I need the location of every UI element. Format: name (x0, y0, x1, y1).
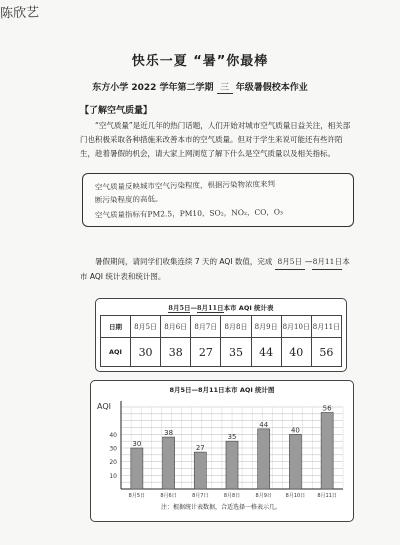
aqi-cell[interactable]: 35 (221, 338, 251, 367)
table-title-end: 8月11日 (196, 304, 224, 312)
aqi-cell[interactable]: 40 (281, 338, 311, 367)
x-tick-label: 8月8日 (223, 493, 241, 499)
subtitle-suffix: 年级暑假校本作业 (235, 83, 308, 93)
bar-value-label: 56 (322, 404, 332, 413)
grade-field[interactable]: 三 (217, 80, 233, 94)
handwritten-name: 陈欣艺 (0, 5, 40, 22)
aqi-header: AQI (101, 338, 131, 367)
bar (226, 441, 238, 489)
bar (194, 452, 206, 489)
aqi-bar-chart (91, 393, 353, 511)
y-tick-label: 20 (109, 459, 117, 467)
bar (131, 448, 143, 489)
chart-note: 注：根据统计表数据，合适选择一格表示几。 (161, 504, 282, 511)
task-date-start[interactable]: 8月5日 (275, 255, 305, 270)
table-title-start: 8月5日 (168, 304, 191, 312)
bar-value-label: 30 (132, 440, 142, 448)
answer-line-2: 断污染程度的高低。 (94, 194, 163, 205)
answer-line-3: 空气质量指标有PM2.5，PM10，SO₂，NO₂，CO，O₃ (94, 207, 284, 220)
x-tick-label: 8月10日 (285, 493, 306, 499)
aqi-table-card (95, 298, 347, 372)
aqi-cell[interactable]: 38 (161, 338, 191, 367)
date-cell[interactable]: 8月5日 (131, 316, 161, 338)
aqi-cell[interactable]: 30 (131, 338, 161, 367)
aqi-cell[interactable]: 44 (251, 338, 281, 367)
aqi-chart-card (90, 380, 354, 522)
chart-title: 8月5日—8月11日本市 AQI 统计图 (169, 386, 275, 394)
bar (163, 437, 175, 489)
aqi-cell[interactable]: 56 (311, 338, 341, 367)
table-row (101, 316, 342, 338)
date-cell[interactable]: 8月8日 (221, 316, 251, 338)
table-row (101, 338, 342, 367)
page-subtitle (0, 80, 400, 94)
date-cell[interactable]: 8月9日 (251, 316, 281, 338)
x-tick-label: 8月5日 (128, 493, 146, 499)
section-heading: 【了解空气质量】 (80, 106, 153, 116)
page-title: 快乐一夏 “暑”你最棒 (131, 54, 269, 69)
task-date-end[interactable]: 8月11日 (312, 255, 342, 270)
bar-value-label: 35 (227, 433, 237, 442)
answer-line-1: 空气质量反映城市空气污染程度，根据污染物浓度来判 (94, 179, 276, 192)
date-cell[interactable]: 8月7日 (191, 316, 221, 338)
y-axis-label: AQI (97, 402, 111, 411)
aqi-table (100, 315, 342, 367)
task-paragraph (80, 255, 355, 284)
date-header: 日期 (101, 316, 131, 338)
subtitle-prefix: 东方小学 2022 学年第二学期 (92, 83, 214, 93)
y-tick-label: 40 (109, 431, 117, 439)
aqi-cell[interactable]: 27 (191, 338, 221, 367)
date-cell[interactable]: 8月10日 (281, 316, 311, 338)
bar-value-label: 44 (259, 420, 269, 429)
task-dash: — (304, 257, 313, 266)
bar-value-label: 40 (290, 426, 300, 435)
date-cell[interactable]: 8月11日 (311, 316, 341, 338)
x-tick-label: 8月6日 (160, 493, 177, 499)
bar-value-label: 27 (195, 444, 205, 453)
x-tick-label: 8月7日 (192, 493, 209, 499)
answer-box[interactable] (82, 173, 354, 227)
bar (321, 412, 333, 489)
date-cell[interactable]: 8月6日 (161, 316, 191, 338)
bar (258, 429, 270, 489)
bar (289, 434, 301, 489)
task-text-1: 暑假期间，请同学们收集连续 7 天的 AQI 数值，完成 (95, 257, 273, 266)
y-tick-label: 30 (109, 445, 117, 453)
aqi-table-title: 8月5日—8月11日本市 AQI 统计表 (168, 304, 274, 312)
task-text-2: 本市 AQI 统计表和统计图。 (80, 257, 350, 281)
y-tick-label: 10 (109, 472, 117, 480)
x-tick-label: 8月11日 (317, 493, 337, 499)
table-title-suffix: 本市 AQI 统计表 (223, 304, 274, 312)
intro-paragraph: “空气质量”是近几年的热门话题，人们开始对城市空气质量日益关注，相关部门也积极采取各种措施来改善本市的空气质量。但对于学生来说可能还有些许陌生，趁着暑假的机会，请大家上网浏览了解下什么是空气质量以及相关指标。 (80, 121, 351, 158)
x-tick-label: 8月9日 (255, 493, 272, 499)
bar-value-label: 38 (164, 429, 174, 438)
